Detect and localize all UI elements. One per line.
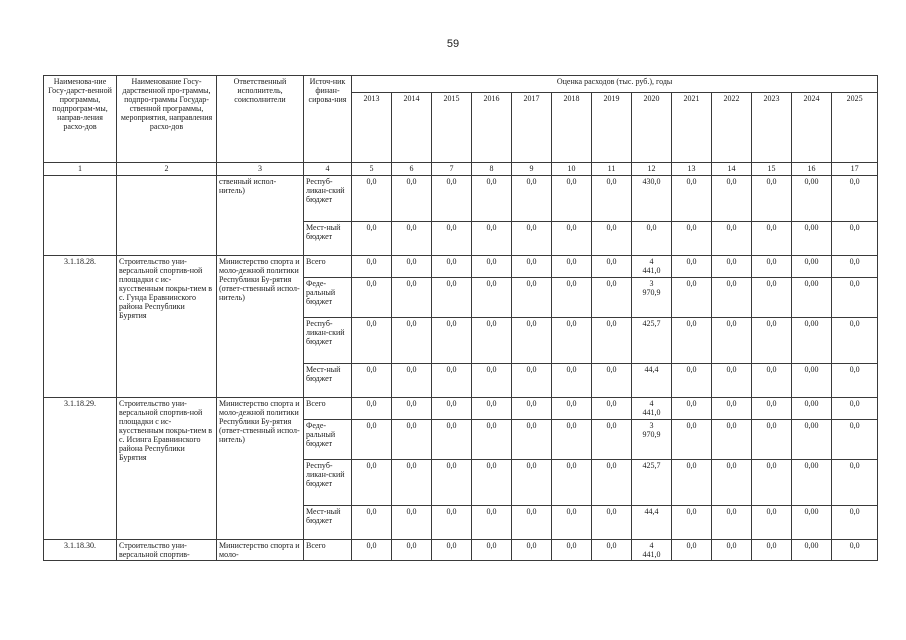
- value-cell: 0,0: [552, 420, 592, 460]
- value-cell: 0,00: [792, 398, 832, 420]
- value-cell: 0,0: [472, 318, 512, 364]
- value-cell: 0,0: [832, 176, 878, 222]
- item-code: 3.1.18.30.: [44, 540, 117, 561]
- value-cell: 0,00: [792, 364, 832, 398]
- value-cell: 0,0: [752, 256, 792, 278]
- value-cell: 0,0: [352, 176, 392, 222]
- value-cell: 0,0: [712, 364, 752, 398]
- value-cell: 0,0: [832, 540, 878, 561]
- column-index: 6: [392, 163, 432, 176]
- item-name: Строительство уни-версальной спортив-: [117, 540, 217, 561]
- value-cell: 0,0: [592, 278, 632, 318]
- funding-source: Респуб-ликан-ский бюджет: [304, 176, 352, 222]
- value-cell: 44,4: [632, 506, 672, 540]
- value-cell: 0,0: [832, 318, 878, 364]
- value-cell: 0,0: [552, 364, 592, 398]
- column-index: 3: [217, 163, 304, 176]
- value-cell: 0,0: [672, 364, 712, 398]
- column-index: 15: [752, 163, 792, 176]
- value-cell: 0,0: [512, 506, 552, 540]
- year-header: 2021: [672, 93, 712, 163]
- value-cell: 0,0: [712, 222, 752, 256]
- value-cell: 0,0: [752, 540, 792, 561]
- value-cell: 0,0: [672, 420, 712, 460]
- value-cell: 0,0: [712, 540, 752, 561]
- header-funding-source: Источ-ник финан-сирова-ния: [304, 76, 352, 163]
- value-cell: 0,0: [672, 460, 712, 506]
- value-cell: 0,0: [352, 398, 392, 420]
- table-row: [44, 256, 878, 278]
- value-cell: 0,0: [592, 540, 632, 561]
- value-cell: 0,0: [592, 364, 632, 398]
- item-name: Строительство уни-версальной спортив-ной площадки с ис-кусственным покры-тием в с. Гунда Еравнинского района Республики Бурятия: [117, 256, 217, 398]
- value-cell: 0,0: [592, 318, 632, 364]
- value-cell: 0,0: [432, 364, 472, 398]
- value-cell: 0,00: [792, 256, 832, 278]
- item-name: [117, 176, 217, 256]
- value-cell: 430,0: [632, 176, 672, 222]
- value-cell: 0,0: [392, 176, 432, 222]
- value-cell: 0,0: [752, 222, 792, 256]
- value-cell: 0,0: [352, 364, 392, 398]
- value-cell: 0,0: [712, 256, 752, 278]
- value-cell: 44,4: [632, 364, 672, 398]
- funding-source: Мест-ный бюджет: [304, 364, 352, 398]
- value-cell: 0,0: [672, 256, 712, 278]
- value-cell: 0,0: [392, 398, 432, 420]
- item-executor: Министерство спорта и моло-дежной политики Республики Бу-рятия (ответ-ственный испол-нитель): [217, 398, 304, 540]
- value-cell: 0,0: [432, 506, 472, 540]
- value-cell: 0,0: [352, 278, 392, 318]
- value-cell: 0,0: [392, 506, 432, 540]
- value-cell: 0,0: [632, 222, 672, 256]
- value-cell: 0,0: [392, 278, 432, 318]
- value-cell: 0,0: [752, 318, 792, 364]
- value-cell: 0,0: [672, 176, 712, 222]
- value-cell: 0,0: [712, 176, 752, 222]
- value-cell: 0,0: [352, 256, 392, 278]
- column-index: 11: [592, 163, 632, 176]
- value-cell: 0,0: [592, 398, 632, 420]
- value-cell: 0,0: [672, 318, 712, 364]
- value-cell: 0,0: [672, 506, 712, 540]
- value-cell: 0,0: [392, 318, 432, 364]
- value-cell: 0,0: [752, 278, 792, 318]
- value-cell: 0,0: [752, 506, 792, 540]
- value-cell: 0,00: [792, 176, 832, 222]
- item-executor: Министерство спорта и моло-дежной политики Республики Бу-рятия (ответ-ственный испол-нитель): [217, 256, 304, 398]
- value-cell: 0,0: [432, 222, 472, 256]
- value-cell: 0,0: [472, 506, 512, 540]
- value-cell: 0,0: [592, 222, 632, 256]
- value-cell: 0,0: [512, 540, 552, 561]
- value-cell: 0,00: [792, 222, 832, 256]
- value-cell: 0,0: [432, 398, 472, 420]
- value-cell: 0,00: [792, 318, 832, 364]
- item-executor: ственный испол-нитель): [217, 176, 304, 256]
- year-header: 2022: [712, 93, 752, 163]
- value-cell: 0,0: [592, 256, 632, 278]
- value-cell: 425,7: [632, 460, 672, 506]
- year-header: 2023: [752, 93, 792, 163]
- column-index: 10: [552, 163, 592, 176]
- funding-source: Мест-ный бюджет: [304, 222, 352, 256]
- value-cell: 0,0: [592, 506, 632, 540]
- value-cell: 0,0: [552, 176, 592, 222]
- value-cell: 0,0: [392, 256, 432, 278]
- value-cell: 0,00: [792, 460, 832, 506]
- value-cell: 4 441,0: [632, 256, 672, 278]
- table-row: [44, 176, 878, 222]
- value-cell: 0,0: [752, 398, 792, 420]
- table-row: [44, 398, 878, 420]
- value-cell: 0,0: [712, 278, 752, 318]
- value-cell: 0,0: [672, 540, 712, 561]
- value-cell: 0,00: [792, 420, 832, 460]
- value-cell: 0,0: [552, 256, 592, 278]
- value-cell: 0,0: [432, 176, 472, 222]
- column-index: 14: [712, 163, 752, 176]
- column-index-row: [44, 163, 878, 176]
- value-cell: 3 970,9: [632, 420, 672, 460]
- item-code: 3.1.18.29.: [44, 398, 117, 540]
- value-cell: 0,0: [392, 460, 432, 506]
- value-cell: 0,0: [672, 398, 712, 420]
- funding-source: Респуб-ликан-ский бюджет: [304, 460, 352, 506]
- value-cell: 0,0: [832, 222, 878, 256]
- column-index: 16: [792, 163, 832, 176]
- value-cell: 0,0: [352, 460, 392, 506]
- value-cell: 0,0: [752, 176, 792, 222]
- year-header: 2019: [592, 93, 632, 163]
- value-cell: 0,0: [832, 364, 878, 398]
- value-cell: 4 441,0: [632, 540, 672, 561]
- value-cell: 0,0: [432, 278, 472, 318]
- item-code: [44, 176, 117, 256]
- value-cell: 0,0: [512, 222, 552, 256]
- value-cell: 0,0: [392, 364, 432, 398]
- value-cell: 0,0: [512, 460, 552, 506]
- value-cell: 0,0: [472, 364, 512, 398]
- year-header: 2025: [832, 93, 878, 163]
- value-cell: 0,0: [432, 256, 472, 278]
- value-cell: 0,0: [432, 318, 472, 364]
- column-index: 8: [472, 163, 512, 176]
- value-cell: 0,0: [512, 398, 552, 420]
- header-responsible: Ответственный исполнитель, соисполнители: [217, 76, 304, 163]
- value-cell: 0,0: [552, 506, 592, 540]
- value-cell: 0,0: [352, 420, 392, 460]
- funding-source: Всего: [304, 398, 352, 420]
- value-cell: 0,0: [752, 364, 792, 398]
- value-cell: 0,0: [392, 420, 432, 460]
- value-cell: 0,0: [512, 176, 552, 222]
- value-cell: 0,0: [472, 176, 512, 222]
- value-cell: 0,0: [472, 398, 512, 420]
- value-cell: 0,0: [832, 506, 878, 540]
- value-cell: 0,0: [672, 278, 712, 318]
- value-cell: 0,00: [792, 506, 832, 540]
- year-header: 2013: [352, 93, 392, 163]
- value-cell: 0,0: [712, 460, 752, 506]
- value-cell: 0,0: [592, 176, 632, 222]
- value-cell: 0,0: [472, 540, 512, 561]
- value-cell: 0,0: [712, 420, 752, 460]
- value-cell: 0,0: [512, 278, 552, 318]
- value-cell: 4 441,0: [632, 398, 672, 420]
- value-cell: 0,0: [352, 540, 392, 561]
- column-index: 13: [672, 163, 712, 176]
- value-cell: 0,0: [512, 256, 552, 278]
- year-header: 2018: [552, 93, 592, 163]
- table-row: [44, 540, 878, 561]
- year-header: 2020: [632, 93, 672, 163]
- value-cell: 0,0: [552, 398, 592, 420]
- value-cell: 0,0: [552, 278, 592, 318]
- value-cell: 0,00: [792, 278, 832, 318]
- header-program-name: Наименова-ние Госу-дарст-венной программы, подпрограм-мы, направ-ления расхо-дов: [44, 76, 117, 163]
- budget-table: [43, 75, 878, 561]
- column-index: 5: [352, 163, 392, 176]
- year-header: 2015: [432, 93, 472, 163]
- column-index: 1: [44, 163, 117, 176]
- funding-source: Феде-ральный бюджет: [304, 278, 352, 318]
- funding-source: Респуб-ликан-ский бюджет: [304, 318, 352, 364]
- value-cell: 0,0: [832, 256, 878, 278]
- column-index: 12: [632, 163, 672, 176]
- value-cell: 0,0: [552, 540, 592, 561]
- funding-source: Мест-ный бюджет: [304, 506, 352, 540]
- value-cell: 0,0: [512, 364, 552, 398]
- value-cell: 0,0: [472, 420, 512, 460]
- item-code: 3.1.18.28.: [44, 256, 117, 398]
- value-cell: 0,0: [472, 460, 512, 506]
- value-cell: 0,0: [832, 460, 878, 506]
- value-cell: 0,0: [432, 420, 472, 460]
- value-cell: 0,0: [472, 222, 512, 256]
- column-index: 9: [512, 163, 552, 176]
- value-cell: 0,0: [472, 278, 512, 318]
- table-body: [44, 176, 878, 561]
- year-header: 2014: [392, 93, 432, 163]
- value-cell: 0,0: [472, 256, 512, 278]
- value-cell: 0,0: [352, 222, 392, 256]
- item-name: Строительство уни-версальной спортив-ной площадки с ис-кусственным покры-тием в с. Исинга Еравнинского района Республики Бурятия: [117, 398, 217, 540]
- value-cell: 0,0: [832, 420, 878, 460]
- value-cell: 0,0: [352, 506, 392, 540]
- value-cell: 0,0: [712, 318, 752, 364]
- value-cell: 0,0: [552, 460, 592, 506]
- funding-source: Феде-ральный бюджет: [304, 420, 352, 460]
- value-cell: 0,0: [512, 318, 552, 364]
- header-estimate: Оценка расходов (тыс. руб.), годы: [352, 76, 878, 93]
- page-number: 59: [446, 38, 460, 50]
- value-cell: 0,0: [712, 398, 752, 420]
- header-activity-name: Наименование Госу-дарственной про-граммы, подпро-граммы Государ-ственной программы, мероприятия, направления расхо-дов: [117, 76, 217, 163]
- value-cell: 0,0: [752, 460, 792, 506]
- value-cell: 425,7: [632, 318, 672, 364]
- value-cell: 0,0: [392, 222, 432, 256]
- value-cell: 0,0: [672, 222, 712, 256]
- column-index: 4: [304, 163, 352, 176]
- value-cell: 3 970,9: [632, 278, 672, 318]
- value-cell: 0,0: [592, 460, 632, 506]
- value-cell: 0,0: [552, 318, 592, 364]
- value-cell: 0,0: [752, 420, 792, 460]
- column-index: 2: [117, 163, 217, 176]
- value-cell: 0,0: [832, 278, 878, 318]
- value-cell: 0,0: [712, 506, 752, 540]
- value-cell: 0,0: [432, 540, 472, 561]
- value-cell: 0,0: [832, 398, 878, 420]
- column-index: 7: [432, 163, 472, 176]
- funding-source: Всего: [304, 540, 352, 561]
- funding-source: Всего: [304, 256, 352, 278]
- year-header: 2017: [512, 93, 552, 163]
- value-cell: 0,0: [552, 222, 592, 256]
- item-executor: Министерство спорта и моло-: [217, 540, 304, 561]
- year-header: 2024: [792, 93, 832, 163]
- year-header: 2016: [472, 93, 512, 163]
- value-cell: 0,0: [352, 318, 392, 364]
- header-row-top: [44, 76, 878, 93]
- value-cell: 0,00: [792, 540, 832, 561]
- value-cell: 0,0: [512, 420, 552, 460]
- value-cell: 0,0: [592, 420, 632, 460]
- value-cell: 0,0: [432, 460, 472, 506]
- value-cell: 0,0: [392, 540, 432, 561]
- column-index: 17: [832, 163, 878, 176]
